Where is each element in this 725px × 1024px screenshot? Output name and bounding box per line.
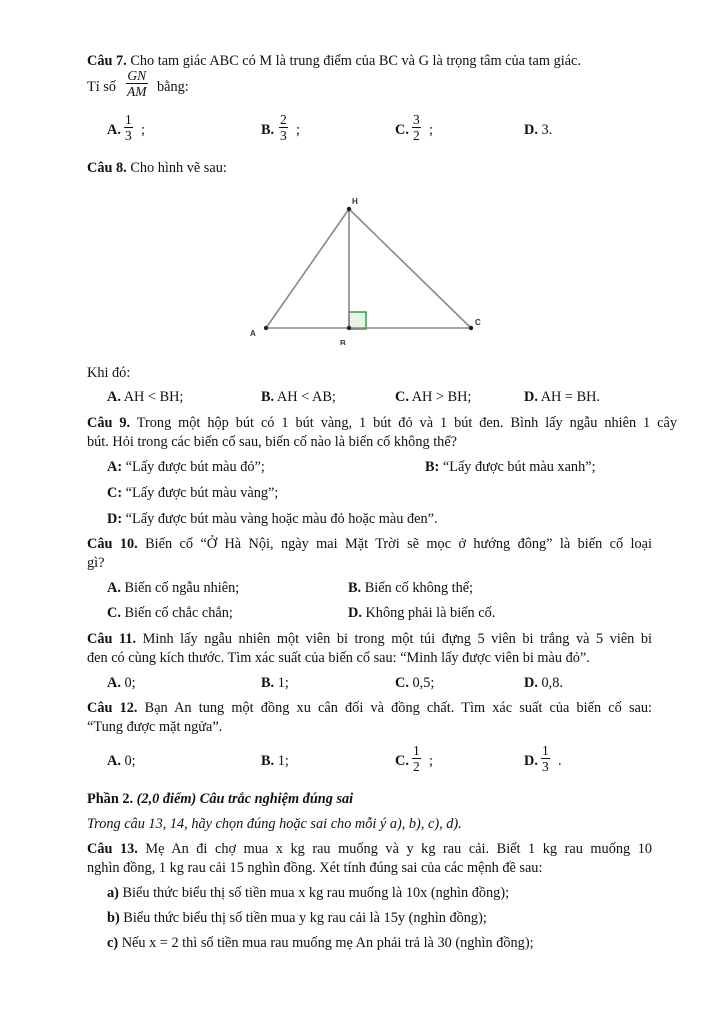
q7-option-a-num: 1	[125, 112, 132, 127]
q12-option-d-fraction	[541, 743, 550, 774]
q7-option-c-num: 3	[413, 112, 420, 127]
q13-item-c-label: c)	[107, 935, 119, 951]
q8-text: Cho hình vẽ sau:	[130, 160, 227, 176]
q7-option-b-num: 2	[280, 112, 287, 127]
q9-option-c	[107, 484, 278, 502]
q10-label: Câu 10.	[87, 536, 138, 552]
q11-option-b-label: B.	[261, 675, 275, 691]
q8-triangle-figure	[240, 195, 500, 345]
q12-option-b-text: 1;	[277, 753, 289, 769]
q8-after-text: Khi đó:	[87, 365, 131, 381]
q12-line2: “Tung được mặt ngửa”.	[87, 719, 223, 735]
q7-option-b-suffix: ;	[296, 122, 300, 138]
q7-option-c-suffix: ;	[429, 122, 433, 138]
q12-option-c-fraction	[412, 743, 421, 774]
q12-option-c-den: 2	[413, 759, 420, 774]
q11-option-d-text: 0,8.	[541, 675, 563, 691]
q9-option-c-text: “Lấy được bút màu vàng”;	[125, 485, 279, 501]
q8-option-d-text: AH = BH.	[540, 389, 600, 405]
q10-option-a-label: A.	[107, 580, 121, 596]
q12-option-c-num: 1	[413, 743, 420, 758]
q7-option-d	[524, 121, 552, 139]
q7-option-b-den: 3	[280, 128, 287, 143]
q7-ratio-suffix: bằng:	[157, 79, 189, 95]
right-angle-square	[349, 312, 366, 329]
point-c	[469, 326, 473, 330]
q7-option-d-text: 3.	[541, 122, 553, 138]
q12-option-c-label: C.	[395, 753, 409, 769]
q7-option-b-label: B.	[261, 122, 275, 138]
q12-option-a	[107, 752, 136, 770]
q7-ratio-fraction	[126, 68, 148, 99]
q13-item-b-label: b)	[107, 910, 120, 926]
point-b	[347, 326, 351, 330]
q13-item-b-text: Biểu thức biểu thị số tiền mua y kg rau cải là 15y (nghìn đồng);	[123, 910, 487, 926]
q12-option-d-den: 3	[542, 759, 549, 774]
q7-ratio-num: GN	[127, 68, 147, 83]
segment-hc	[349, 209, 471, 328]
q8-option-b-text: AH < AB;	[276, 389, 336, 405]
q13-line2: nghìn đồng, 1 kg rau cải 15 nghìn đồng. Xét tính đúng sai của các mệnh đề sau:	[87, 860, 543, 876]
q13-item-a	[107, 884, 509, 902]
q11-option-b	[261, 674, 289, 692]
q11-line2: đen có cùng kích thước. Tìm xác suất của biến cố sau: “Minh lấy được viên bi màu đỏ”.	[87, 650, 590, 666]
label-h: H	[352, 197, 358, 206]
q9-line2: bút. Hỏi trong các biến cố sau, biến cố nào là biến cố không thể?	[87, 434, 458, 450]
q8-option-a	[107, 388, 183, 406]
q10-option-b	[348, 579, 473, 597]
q10-option-a	[107, 579, 239, 597]
q11-option-d	[524, 674, 563, 692]
q11-option-a-text: 0;	[124, 675, 136, 691]
q13-label: Câu 13.	[87, 841, 138, 857]
q12-option-b	[261, 752, 289, 770]
q13-item-b	[107, 909, 487, 927]
q9-option-a-label: A:	[107, 459, 123, 475]
q7-ratio-prefix: Tỉ số	[87, 79, 116, 95]
q7-text: Cho tam giác ABC có M là trung điểm của BC và G là trọng tâm của tam giác.	[130, 53, 581, 69]
q12-option-d-num: 1	[542, 743, 549, 758]
q9-option-d	[107, 510, 438, 528]
q8-option-c-label: C.	[395, 389, 409, 405]
part2-title-italic: (2,0 điểm) Câu trắc nghiệm đúng sai	[136, 791, 354, 807]
q7-label: Câu 7.	[87, 53, 127, 69]
q12-option-d-suffix: .	[558, 753, 562, 769]
q10-option-c-label: C.	[107, 605, 121, 621]
q10-line2: gì?	[87, 555, 105, 571]
q12-text-1: Bạn An tung một đồng xu cân đối và đồng chất. Tìm xác suất của biến cố sau:	[144, 700, 652, 716]
q12-option-c-suffix: ;	[429, 753, 433, 769]
segment-ah	[266, 209, 349, 328]
q8-option-b	[261, 388, 336, 406]
q7-line1	[87, 52, 581, 70]
q10-option-b-label: B.	[348, 580, 362, 596]
q10-option-d-text: Không phải là biến cố.	[365, 605, 496, 621]
q7-option-c-den: 2	[413, 128, 420, 143]
q13-item-c-text: Nếu x = 2 thì số tiền mua rau muống mẹ An phải trả là 30 (nghìn đồng);	[121, 935, 534, 951]
q11-option-d-label: D.	[524, 675, 538, 691]
q7-ratio-den: AM	[127, 84, 147, 99]
part2-instruction: Trong câu 13, 14, hãy chọn đúng hoặc sai cho mỗi ý a), b), c), d).	[87, 816, 462, 832]
q10-option-d	[348, 604, 495, 622]
part2-heading	[87, 790, 353, 808]
q10-option-d-label: D.	[348, 605, 362, 621]
q13-item-c	[107, 934, 534, 952]
q9-option-a-text: “Lấy được bút màu đỏ”;	[125, 459, 265, 475]
q10-option-b-text: Biến cố không thể;	[364, 580, 474, 596]
q11-label: Câu 11.	[87, 631, 137, 647]
q13-item-a-text: Biểu thức biểu thị số tiền mua x kg rau muống là 10x (nghìn đồng);	[122, 885, 510, 901]
q11-line1	[87, 630, 652, 648]
q8-option-c-text: AH > BH;	[411, 389, 472, 405]
q10-option-a-text: Biến cố ngẫu nhiên;	[124, 580, 240, 596]
q9-option-b-text: “Lấy được bút màu xanh”;	[442, 459, 596, 475]
q7-option-d-label: D.	[524, 122, 538, 138]
q12-label: Câu 12.	[87, 700, 138, 716]
q11-option-b-text: 1;	[277, 675, 289, 691]
q7-option-a-suffix: ;	[141, 122, 145, 138]
q8-option-a-text: AH < BH;	[123, 389, 184, 405]
q7-option-a-den: 3	[125, 128, 132, 143]
q7-option-a-label: A.	[107, 122, 121, 138]
q9-option-b	[425, 458, 596, 476]
q8-option-b-label: B.	[261, 389, 275, 405]
q10-text-1: Biến cố “Ở Hà Nội, ngày mai Mặt Trời sẽ mọc ở hướng đông” là biến cố loại	[145, 536, 652, 552]
part2-title: Phần 2.	[87, 791, 134, 807]
q8-option-c	[395, 388, 471, 406]
q8-label: Câu 8.	[87, 160, 127, 176]
q11-text-1: Minh lấy ngẫu nhiên một viên bi trong một túi đựng 5 viên bi trắng và 5 viên bi	[142, 631, 652, 647]
q7-option-a-fraction	[124, 112, 133, 143]
label-a: A	[250, 329, 256, 338]
q13-line1	[87, 840, 652, 858]
label-b: B	[340, 339, 346, 345]
q9-option-d-text: “Lấy được bút màu vàng hoặc màu đỏ hoặc màu đen”.	[125, 511, 438, 527]
q10-line1	[87, 535, 652, 553]
q9-option-c-label: C:	[107, 485, 123, 501]
q11-option-c	[395, 674, 434, 692]
q7-option-c-fraction	[412, 112, 421, 143]
q11-option-c-text: 0,5;	[412, 675, 435, 691]
q13-text-1: Mẹ An đi chợ mua x kg rau muống và y kg rau cải. Biết 1 kg rau muống 10	[145, 841, 652, 857]
q12-option-d-label: D.	[524, 753, 538, 769]
q7-option-b-fraction	[279, 112, 288, 143]
q8-line1	[87, 159, 227, 177]
q9-text-1: Trong một hộp bút có 1 bút vàng, 1 bút đỏ và 1 bút đen. Bình lấy ngẫu nhiên 1 cây	[136, 415, 677, 431]
q9-line1	[87, 414, 677, 432]
q9-option-d-label: D:	[107, 511, 123, 527]
q8-option-a-label: A.	[107, 389, 121, 405]
q12-option-b-label: B.	[261, 753, 275, 769]
q13-item-a-label: a)	[107, 885, 119, 901]
q12-line1	[87, 699, 652, 717]
q11-option-a-label: A.	[107, 675, 121, 691]
label-c: C	[475, 318, 481, 327]
q10-option-c-text: Biến cố chắc chắn;	[124, 605, 233, 621]
q11-option-a	[107, 674, 136, 692]
point-a	[264, 326, 268, 330]
q8-option-d-label: D.	[524, 389, 538, 405]
q8-option-d	[524, 388, 600, 406]
q12-option-a-label: A.	[107, 753, 121, 769]
q11-option-c-label: C.	[395, 675, 409, 691]
q10-option-c	[107, 604, 233, 622]
q9-option-b-label: B:	[425, 459, 440, 475]
q7-option-c-label: C.	[395, 122, 409, 138]
point-h	[347, 207, 351, 211]
q9-label: Câu 9.	[87, 415, 131, 431]
q12-option-a-text: 0;	[124, 753, 136, 769]
q9-option-a	[107, 458, 265, 476]
